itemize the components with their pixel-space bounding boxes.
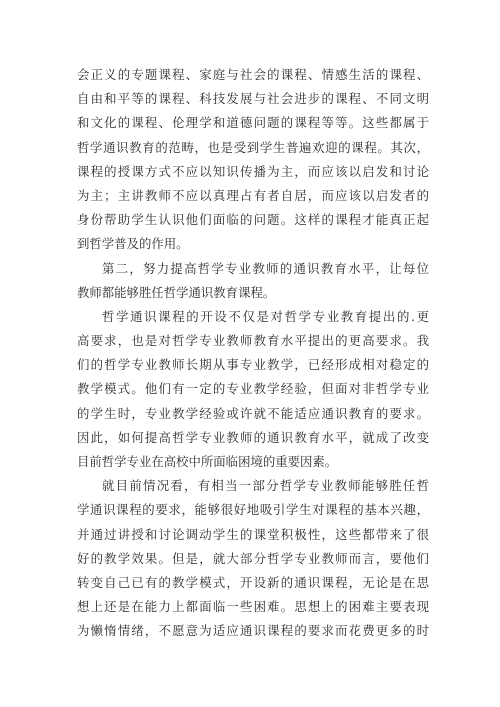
text-line: 身份帮助学生认识他们面临的问题。这样的课程才能真正起 (77, 212, 429, 228)
text-line: 和文化的课程、伦理学和道德问题的课程等等。这些都属于 (77, 115, 429, 131)
section-heading-line: 第二，努力提高哲学专业教师的通识教育水平，让每位 (102, 260, 429, 276)
body-text (77, 63, 429, 644)
text-line: 为主；主讲教师不应以真理占有者自居，而应该以启发者的 (77, 187, 429, 203)
text-line: 哲学通识课程的开设不仅是对哲学专业教育提出的.更 (102, 308, 429, 324)
section-heading-line: 教师都能够胜任哲学通识教育课程。 (77, 284, 276, 300)
text-line: 因此，如何提高哲学专业教师的通识教育水平，就成了改变 (77, 429, 429, 445)
text-line: 转变自己已有的教学模式，开设新的通识课程，无论是在思 (77, 574, 429, 590)
text-line: 高要求，也是对哲学专业教师教育水平提出的更高要求。我 (77, 333, 429, 349)
text-line: 并通过讲授和讨论调动学生的课堂积极性，这些都带来了很 (77, 526, 429, 542)
text-line: 哲学通识教育的范畴，也是受到学生普遍欢迎的课程。其次， (77, 139, 429, 155)
text-line: 好的教学效果。但是，就大部分哲学专业教师而言，要他们 (77, 550, 429, 566)
text-line: 学通识课程的要求，能够很好地吸引学生对课程的基本兴趣， (77, 502, 429, 518)
text-line: 到哲学普及的作用。 (77, 236, 189, 252)
text-line: 就目前情况看，有相当一部分哲学专业教师能够胜任哲 (102, 478, 429, 494)
text-line: 的学生时，专业教学经验或许就不能适应通识教育的要求。 (77, 405, 429, 421)
text-line: 想上还是在能力上都面临一些困难。思想上的困难主要表现 (77, 599, 429, 615)
text-line: 教学模式。他们有一定的专业教学经验，但面对非哲学专业 (77, 381, 429, 397)
text-line: 为懒惰情绪，不愿意为适应通识课程的要求而花费更多的时 (77, 623, 429, 639)
text-line: 们的哲学专业教师长期从事专业教学，已经形成相对稳定的 (77, 357, 429, 373)
text-line: 课程的授课方式不应以知识传播为主，而应该以启发和讨论 (77, 163, 429, 179)
text-line: 目前哲学专业在高校中所面临困境的重要因素。 (77, 454, 338, 469)
text-line: 会正义的专题课程、家庭与社会的课程、情感生活的课程、 (77, 67, 429, 82)
text-line: 自由和平等的课程、科技发展与社会进步的课程、不同文明 (77, 91, 429, 107)
